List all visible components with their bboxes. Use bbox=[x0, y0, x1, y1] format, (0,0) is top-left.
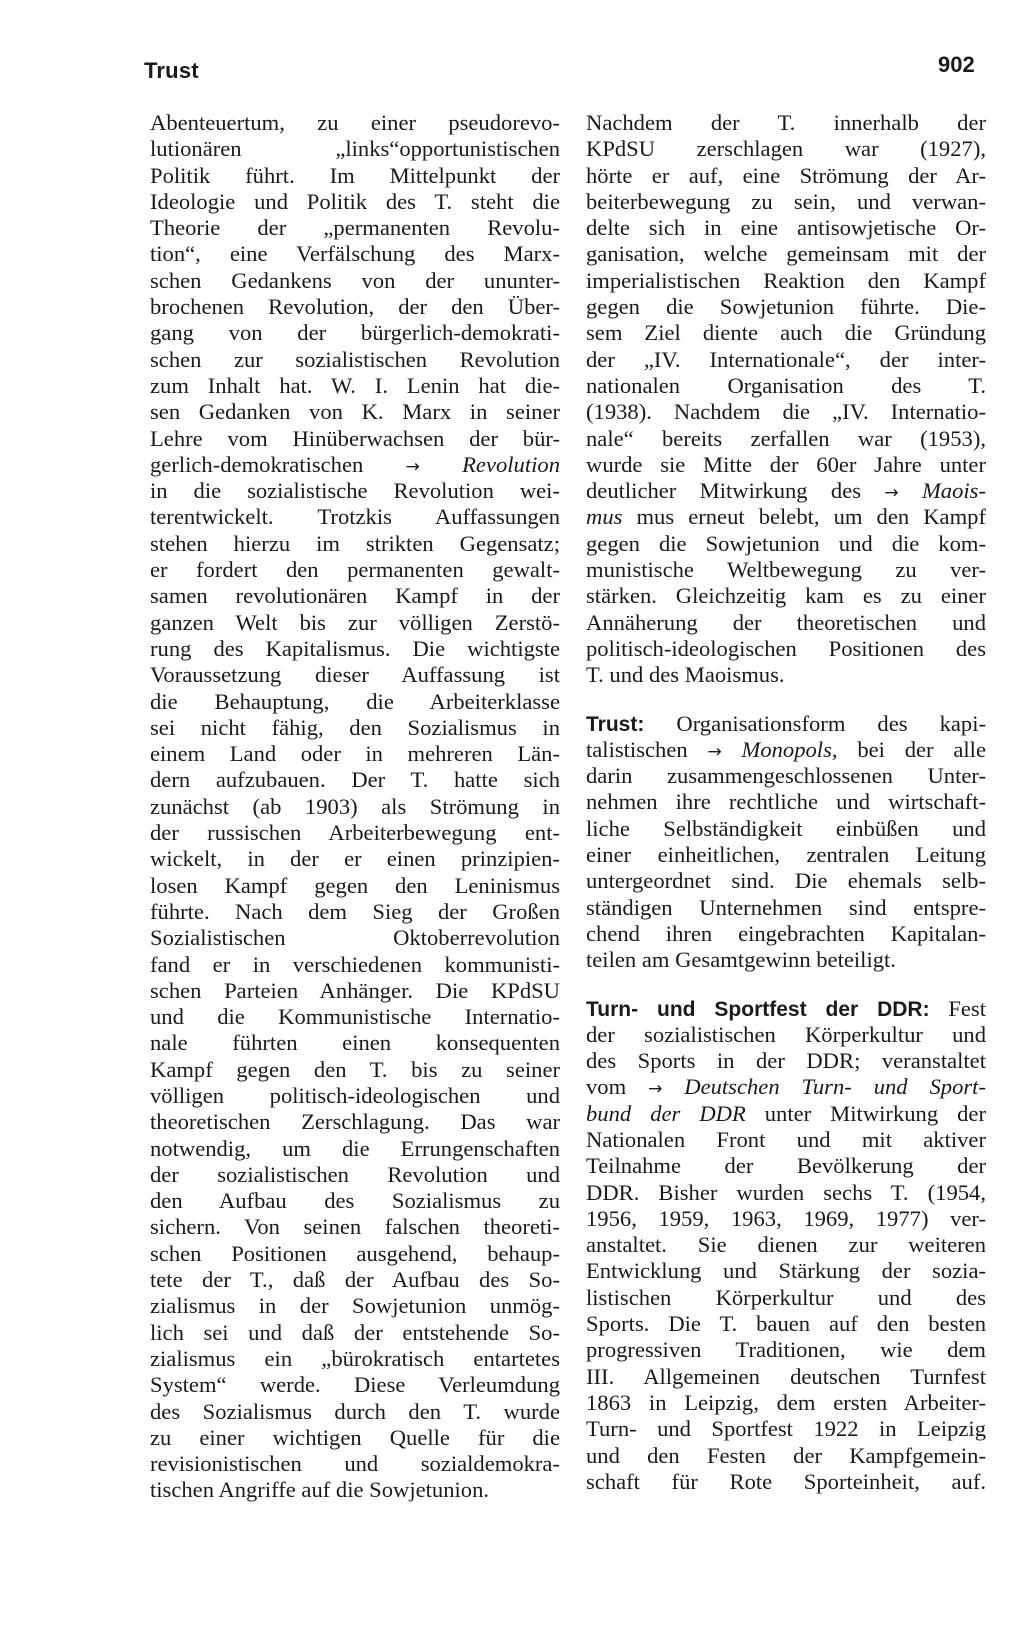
text-segment: Fest bbox=[929, 995, 986, 1021]
text-line: Politik führt. Im Mittelpunkt der bbox=[150, 162, 560, 188]
text-segment: unter Mitwirkung der bbox=[745, 1100, 986, 1126]
text-line: imperialistischen Reaktion den Kampf bbox=[586, 267, 986, 293]
cross-reference-maoismus-continued[interactable]: mus bbox=[586, 504, 623, 530]
text-line: Sports. Die T. bauen auf den besten bbox=[586, 1311, 986, 1337]
text-line: Ideologie und Politik des T. steht die bbox=[150, 188, 560, 214]
text-line: sem Ziel diente auch die Gründung bbox=[586, 320, 986, 346]
text-line: lich sei und daß der entstehende So- bbox=[150, 1319, 560, 1345]
text-line: der „IV. Internationale“, der inter- bbox=[586, 346, 986, 372]
cross-reference-dtsb-continued[interactable]: bund der DDR bbox=[586, 1100, 746, 1126]
text-line: er fordert den permanenten gewalt- bbox=[150, 557, 560, 583]
cross-reference-dtsb[interactable]: Deutschen Turn- und Sport- bbox=[684, 1074, 986, 1100]
text-line: rung des Kapitalismus. Die wichtigste bbox=[150, 635, 560, 661]
text-line: chend ihren eingebrachten Kapitalan- bbox=[586, 920, 986, 946]
page-number: 902 bbox=[938, 52, 975, 77]
text-line: T. und des Maoismus. bbox=[586, 662, 785, 688]
text-line: dern aufzubauen. Der T. hatte sich bbox=[150, 767, 560, 793]
text-segment: talistischen bbox=[586, 736, 688, 762]
text-line: liche Selbständigkeit einbüßen und bbox=[586, 815, 986, 841]
text-line: teilen am Gesamtgewinn beteiligt. bbox=[586, 947, 896, 973]
entry-trust-first-line bbox=[586, 711, 986, 737]
text-line: der russischen Arbeiterbewegung ent- bbox=[150, 820, 560, 846]
text-line-with-reference bbox=[586, 1101, 986, 1127]
text-line: Abenteuertum, zu einer pseudorevo- bbox=[150, 110, 560, 135]
text-line: Annäherung der theoretischen und bbox=[586, 609, 986, 635]
text-line: System“ werde. Diese Verleumdung bbox=[150, 1372, 560, 1398]
text-line: nale führten einen konsequenten bbox=[150, 1030, 560, 1056]
text-line: terentwickelt. Trotzkis Auffassungen bbox=[150, 504, 560, 530]
text-line: wurde sie Mitte der 60er Jahre unter bbox=[586, 451, 986, 477]
text-line: III. Allgemeinen deutschen Turnfest bbox=[586, 1363, 986, 1389]
running-head: Trust bbox=[144, 58, 199, 83]
text-line: ganzen Welt bis zur völligen Zerstö- bbox=[150, 609, 560, 635]
text-line: schen zur sozialistischen Revolution bbox=[150, 346, 560, 372]
text-line: anstaltet. Sie dienen zur weiteren bbox=[586, 1232, 986, 1258]
text-line: nehmen ihre rechtliche und wirtschaft- bbox=[586, 789, 986, 815]
text-line-with-reference bbox=[586, 1074, 986, 1100]
text-line: den Aufbau des Sozialismus zu bbox=[150, 1188, 560, 1214]
text-line: wickelt, in der er einen prinzipien- bbox=[150, 846, 560, 872]
text-line: zum Inhalt hat. W. I. Lenin hat die- bbox=[150, 372, 560, 398]
cross-reference-arrow-icon: → bbox=[884, 483, 899, 504]
text-line: einer einheitlichen, zentralen Leitung bbox=[586, 842, 986, 868]
text-line: zu einer wichtigen Quelle für die bbox=[150, 1424, 560, 1450]
text-line: nationalen Organisation des T. bbox=[586, 372, 986, 398]
left-column bbox=[150, 110, 560, 1504]
text-segment: bei der alle bbox=[837, 736, 986, 762]
text-line: Entwicklung und Stärkung der sozia- bbox=[586, 1258, 986, 1284]
text-line: schen Gedankens von der ununter- bbox=[150, 267, 560, 293]
text-line: tete der T., daß der Aufbau des So- bbox=[150, 1267, 560, 1293]
cross-reference-arrow-icon: → bbox=[405, 456, 420, 477]
entry-separator bbox=[586, 689, 986, 711]
text-segment: deutlicher Mitwirkung des bbox=[586, 478, 862, 504]
text-line: des Sports in der DDR; veranstaltet bbox=[586, 1048, 986, 1074]
text-line: lutionären „links“opportunistischen bbox=[150, 136, 560, 162]
text-segment: vom bbox=[586, 1074, 627, 1100]
text-line: revisionistischen und sozialdemokra- bbox=[150, 1451, 560, 1477]
text-line: brochenen Revolution, der den Über- bbox=[150, 294, 560, 320]
text-line: stärken. Gleichzeitig kam es zu einer bbox=[586, 583, 986, 609]
text-line: theoretischen Zerschlagung. Das war bbox=[150, 1109, 560, 1135]
cross-reference-revolution[interactable]: Revolution bbox=[462, 451, 560, 477]
text-line: des Sozialismus durch den T. wurde bbox=[150, 1398, 560, 1424]
text-line: untergeordnet sind. Die ehemals selb- bbox=[586, 868, 986, 894]
text-line: sichern. Von seinen falschen theoreti- bbox=[150, 1214, 560, 1240]
text-line: losen Kampf gegen den Leninismus bbox=[150, 872, 560, 898]
text-line: Voraussetzung dieser Auffassung ist bbox=[150, 662, 560, 688]
text-line: Kampf gegen den T. bis zu seiner bbox=[150, 1056, 560, 1082]
text-line: notwendig, um die Errungenschaften bbox=[150, 1135, 560, 1161]
text-line: beiterbewegung zu sein, und verwan- bbox=[586, 188, 986, 214]
text-line: munistische Weltbewegung zu ver- bbox=[586, 557, 986, 583]
text-line: schen Positionen ausgehend, behaup- bbox=[150, 1240, 560, 1266]
text-segment: mus erneut belebt, um den Kampf bbox=[636, 504, 986, 530]
text-line: Teilnahme der Bevölkerung der bbox=[586, 1153, 986, 1179]
entry-lemma-trust: Trust: bbox=[586, 712, 645, 736]
text-line: ständigen Unternehmen sind entspre- bbox=[586, 894, 986, 920]
text-line: sen Gedanken von K. Marx in seiner bbox=[150, 399, 560, 425]
text-line: progressiven Traditionen, wie dem bbox=[586, 1337, 986, 1363]
cross-reference-arrow-icon: → bbox=[648, 1079, 663, 1100]
text-line: delte sich in eine antisowjetische Or- bbox=[586, 215, 986, 241]
text-line: ganisation, welche gemeinsam mit der bbox=[586, 241, 986, 267]
text-line: gegen die Sowjetunion und die kom- bbox=[586, 530, 986, 556]
text-line: zialismus in der Sowjetunion unmög- bbox=[150, 1293, 560, 1319]
text-line: Sozialistischen Oktoberrevolution bbox=[150, 925, 560, 951]
entry-turnfest-first-line bbox=[586, 996, 986, 1022]
text-line: Turn- und Sportfest 1922 in Leipzig bbox=[586, 1416, 986, 1442]
text-line: Nationalen Front und mit aktiver bbox=[586, 1126, 986, 1152]
text-line-with-reference bbox=[586, 504, 986, 530]
text-line: zialismus ein „bürokratisch entartetes bbox=[150, 1345, 560, 1371]
text-line-with-reference bbox=[150, 452, 560, 478]
text-line: gang von der bürgerlich-demokrati- bbox=[150, 320, 560, 346]
text-line: und die Kommunistische Internatio- bbox=[150, 1004, 560, 1030]
text-line: Nachdem der T. innerhalb der bbox=[586, 110, 986, 135]
text-line: politisch-ideologischen Positionen des bbox=[586, 635, 986, 661]
text-line: darin zusammengeschlossenen Unter- bbox=[586, 763, 986, 789]
text-line: tischen Angriffe auf die Sowjetunion. bbox=[150, 1477, 490, 1503]
text-line: sei nicht fähig, den Sozialismus in bbox=[150, 714, 560, 740]
text-line: führte. Nach dem Sieg der Großen bbox=[150, 898, 560, 924]
text-line: 1956, 1959, 1963, 1969, 1977) ver- bbox=[586, 1205, 986, 1231]
text-line: 1863 in Leipzig, dem ersten Arbeiter- bbox=[586, 1389, 986, 1415]
text-line: die Behauptung, die Arbeiterklasse bbox=[150, 688, 560, 714]
text-line: einem Land oder in mehreren Län- bbox=[150, 741, 560, 767]
text-line: völligen politisch-ideologischen und bbox=[150, 1082, 560, 1108]
text-line: listischen Körperkultur und des bbox=[586, 1284, 986, 1310]
text-line: samen revolutionären Kampf in der bbox=[150, 583, 560, 609]
text-segment: gerlich-demokratischen bbox=[150, 451, 364, 477]
text-line: KPdSU zerschlagen war (1927), bbox=[586, 136, 986, 162]
cross-reference-maoismus[interactable]: Maois- bbox=[921, 478, 986, 504]
right-column bbox=[586, 110, 986, 1495]
text-line: Theorie der „permanenten Revolu- bbox=[150, 215, 560, 241]
text-line: stehen hierzu im strikten Gegensatz; bbox=[150, 530, 560, 556]
text-line: zunächst (ab 1903) als Strömung in bbox=[150, 793, 560, 819]
text-line: Lehre vom Hinüberwachsen der bür- bbox=[150, 425, 560, 451]
text-line: schaft für Rote Sporteinheit, auf. bbox=[586, 1468, 986, 1494]
text-line: tion“, eine Verfälschung des Marx- bbox=[150, 241, 560, 267]
text-line-with-reference bbox=[586, 737, 986, 763]
entry-lemma-turnfest: Turn- und Sportfest der DDR: bbox=[586, 997, 930, 1021]
entry-separator bbox=[586, 974, 986, 996]
cross-reference-monopols[interactable]: Monopols, bbox=[741, 736, 838, 762]
text-line: in die sozialistische Revolution wei- bbox=[150, 478, 560, 504]
text-line: DDR. Bisher wurden sechs T. (1954, bbox=[586, 1179, 986, 1205]
cross-reference-arrow-icon: → bbox=[707, 741, 722, 762]
text-line: fand er in verschiedenen kommunisti- bbox=[150, 951, 560, 977]
text-line: gegen die Sowjetunion führte. Die- bbox=[586, 294, 986, 320]
text-line: (1938). Nachdem die „IV. Internatio- bbox=[586, 399, 986, 425]
text-segment: Organisationsform des kapi- bbox=[644, 710, 986, 736]
text-line: nale“ bereits zerfallen war (1953), bbox=[586, 425, 986, 451]
text-line: schen Parteien Anhänger. Die KPdSU bbox=[150, 977, 560, 1003]
text-line: hörte er auf, eine Strömung der Ar- bbox=[586, 162, 986, 188]
text-line: und den Festen der Kampfgemein- bbox=[586, 1442, 986, 1468]
text-line-with-reference bbox=[586, 478, 986, 504]
text-line: der sozialistischen Revolution und bbox=[150, 1161, 560, 1187]
text-line: der sozialistischen Körperkultur und bbox=[586, 1021, 986, 1047]
